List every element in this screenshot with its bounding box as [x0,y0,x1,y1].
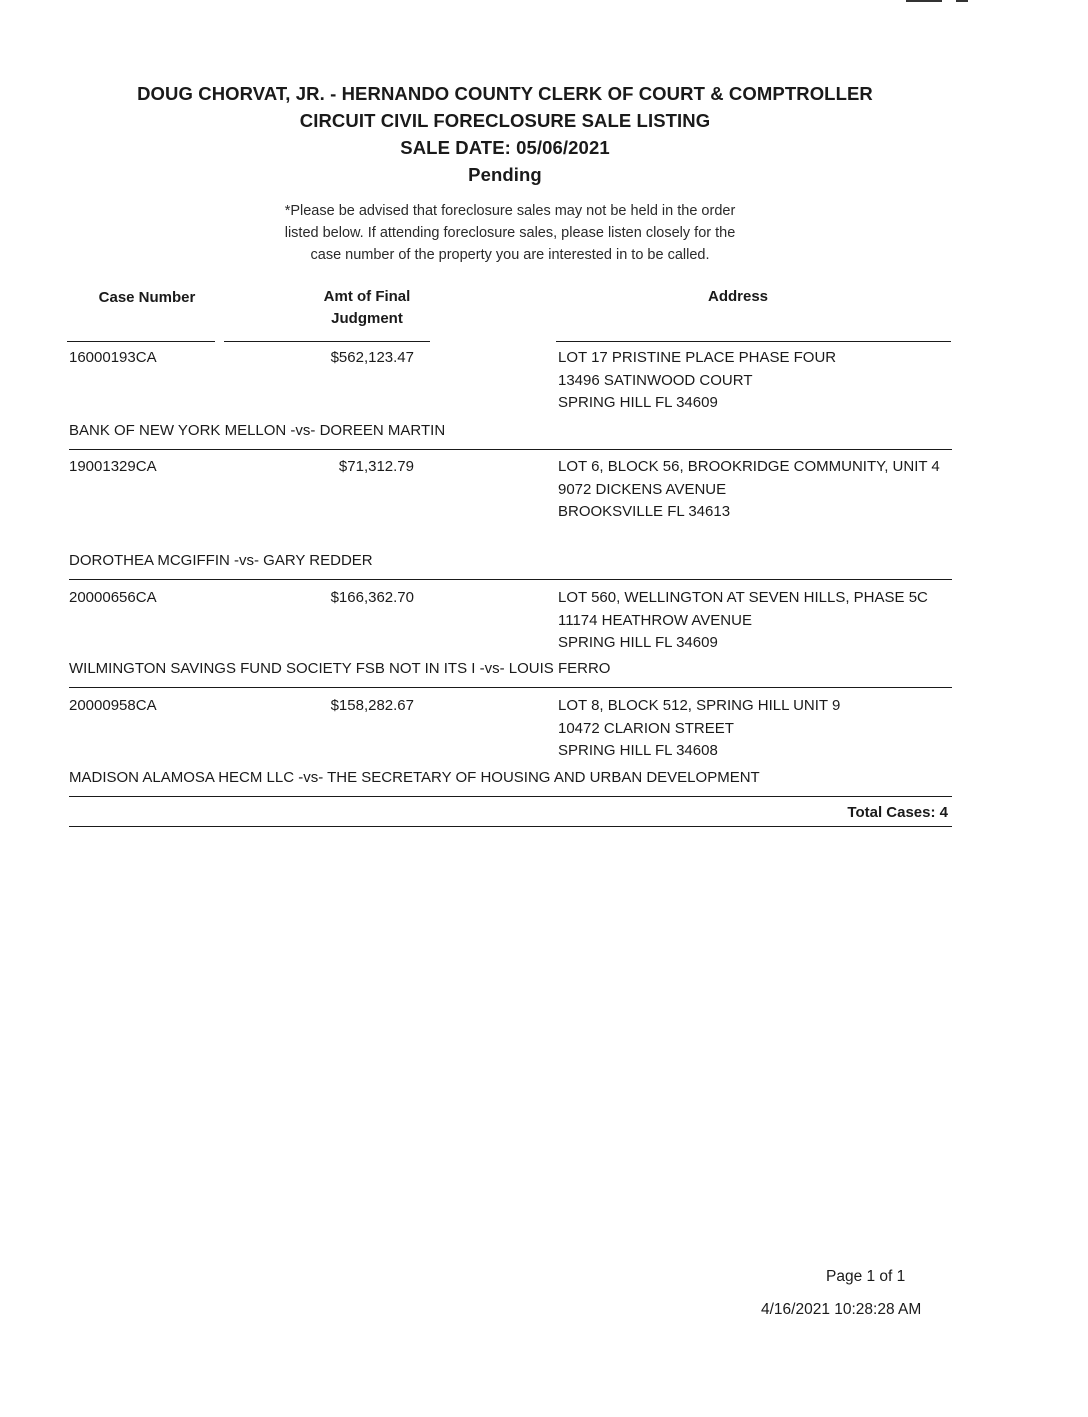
address-line: SPRING HILL FL 34608 [558,742,718,759]
case-number: 16000193CA [69,349,157,366]
column-header-address: Address [707,288,769,305]
address-line: LOT 8, BLOCK 512, SPRING HILL UNIT 9 [558,697,841,714]
notice-line: listed below. If attending foreclosure sales, please listen closely for the [284,225,736,241]
column-header-case-number: Case Number [98,289,196,306]
column-header-amount [292,286,442,330]
column-header-amount-line2: Judgment [331,310,403,327]
notice-line: *Please be advised that foreclosure sales may not be held in the order [284,203,736,219]
case-parties: MADISON ALAMOSA HECM LLC -vs- THE SECRETARY OF HOUSING AND URBAN DEVELOPMENT [69,769,760,786]
judgment-amount: $562,123.47 [330,349,414,366]
property-address [558,695,953,763]
scan-mark [906,0,942,2]
property-address [558,456,953,524]
case-parties: WILMINGTON SAVINGS FUND SOCIETY FSB NOT IN ITS I -vs- LOUIS FERRO [69,660,611,677]
page-number: Page 1 of 1 [826,1268,906,1285]
property-address [558,347,953,415]
address-line: LOT 560, WELLINGTON AT SEVEN HILLS, PHASE 5C [558,589,928,606]
advisory-notice [220,200,800,266]
case-number: 19001329CA [69,458,157,475]
document-header [0,80,1010,188]
header-rule [556,341,951,342]
notice-line: case number of the property you are interested in to be called. [310,247,710,263]
address-line: 9072 DICKENS AVENUE [558,480,727,498]
total-cases: Total Cases: 4 [847,804,948,821]
status-label: Pending [468,164,542,185]
address-line: SPRING HILL FL 34609 [558,634,718,651]
row-divider [69,796,952,797]
address-line: SPRING HILL FL 34609 [558,394,718,411]
row-divider [69,687,952,688]
address-line: BROOKSVILLE FL 34613 [558,503,731,520]
scan-mark [956,0,968,2]
total-rule [69,826,952,827]
header-rule [67,341,215,342]
listing-title: CIRCUIT CIVIL FORECLOSURE SALE LISTING [299,110,711,131]
case-number: 20000958CA [69,697,157,714]
row-divider [69,449,952,450]
judgment-amount: $166,362.70 [330,589,414,606]
sale-date: SALE DATE: 05/06/2021 [400,137,610,158]
print-timestamp: 4/16/2021 10:28:28 AM [761,1301,922,1318]
column-header-amount-line1: Amt of Final [323,288,411,305]
case-parties: DOROTHEA MCGIFFIN -vs- GARY REDDER [69,552,373,569]
row-divider [69,579,952,580]
case-parties: BANK OF NEW YORK MELLON -vs- DOREEN MARTIN [69,422,446,439]
address-line: 13496 SATINWOOD COURT [558,371,753,389]
address-line: LOT 6, BLOCK 56, BROOKRIDGE COMMUNITY, UNIT 4 [558,458,940,475]
header-rule [224,341,430,342]
judgment-amount: $71,312.79 [338,458,414,475]
case-number: 20000656CA [69,589,157,606]
property-address [558,587,953,655]
clerk-title: DOUG CHORVAT, JR. - HERNANDO COUNTY CLERK OF COURT & COMPTROLLER [137,83,873,104]
address-line: 10472 CLARION STREET [558,719,734,737]
address-line: 11174 HEATHROW AVENUE [558,611,752,629]
address-line: LOT 17 PRISTINE PLACE PHASE FOUR [558,349,837,366]
judgment-amount: $158,282.67 [330,697,414,714]
